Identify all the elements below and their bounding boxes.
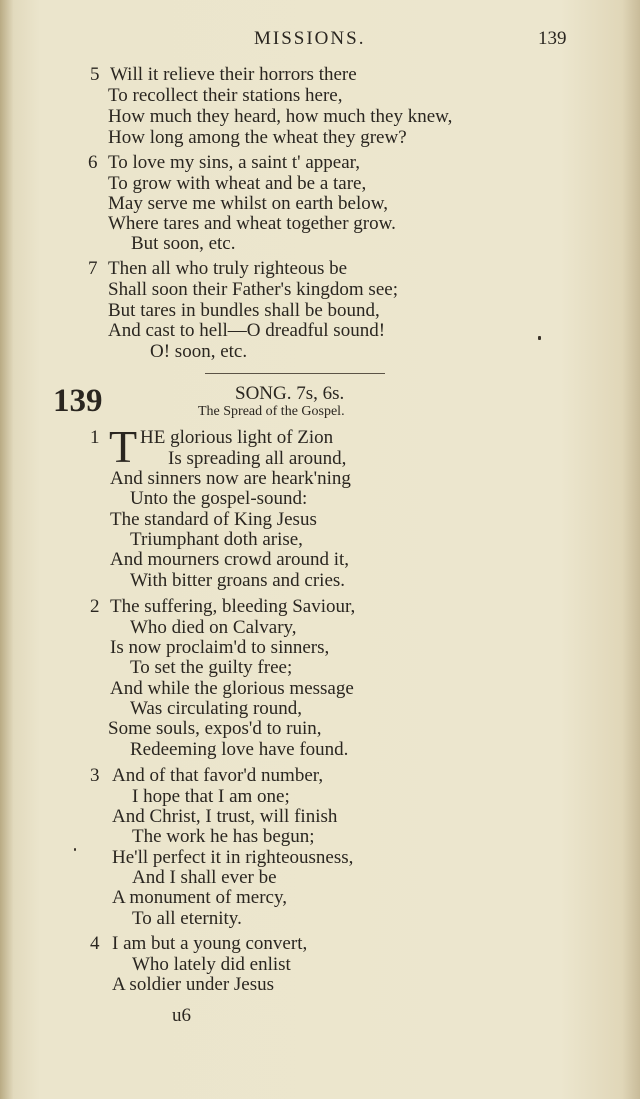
hymn-line: I am but a young convert, <box>112 933 308 954</box>
hymn-line: A monument of mercy, <box>112 887 288 908</box>
hymn-line: A soldier under Jesus <box>112 974 275 995</box>
hymn-line: Redeeming love have found. <box>130 739 349 760</box>
hymn-line: Shall soon their Father's kingdom see; <box>108 279 398 300</box>
hymn-line: But tares in bundles shall be bound, <box>108 300 380 321</box>
hymn-line: And cast to hell—O dreadful sound! <box>108 320 386 341</box>
hymn-line: To recollect their stations here, <box>108 85 343 106</box>
drop-cap: T <box>109 421 138 472</box>
page-gutter <box>0 0 14 1099</box>
verse-number: 4 <box>90 933 100 954</box>
hymn-line: With bitter groans and cries. <box>130 570 346 591</box>
verse-number: 1 <box>90 427 100 448</box>
hymn-line: Is now proclaim'd to sinners, <box>110 637 330 658</box>
hymn-line: Who lately did enlist <box>132 954 291 975</box>
hymn-line: How long among the wheat they grew? <box>108 127 407 148</box>
ink-speck <box>74 848 76 851</box>
hymn-line: Was circulating round, <box>130 698 303 719</box>
hymn-line: Where tares and wheat together grow. <box>108 213 396 234</box>
hymn-line: May serve me whilst on earth below, <box>108 193 388 214</box>
hymn-line: Who died on Calvary, <box>130 617 297 638</box>
hymn-line: And mourners crowd around it, <box>110 549 350 570</box>
hymn-line: Will it relieve their horrors there <box>110 64 357 85</box>
verse-number: 6 <box>88 152 98 173</box>
page-edge <box>622 0 640 1099</box>
hymn-line: Some souls, expos'd to ruin, <box>108 718 322 739</box>
hymn-line: The standard of King Jesus <box>110 509 317 530</box>
verse-number: 7 <box>88 258 98 279</box>
hymn-line: And I shall ever be <box>132 867 277 888</box>
verse-number: 5 <box>90 64 100 85</box>
signature-mark: u6 <box>172 1005 191 1026</box>
hymn-line: O! soon, etc. <box>150 341 248 362</box>
hymn-meter: SONG. 7s, 6s. <box>235 383 345 404</box>
verse-number: 3 <box>90 765 100 786</box>
hymn-line: The suffering, bleeding Saviour, <box>110 596 356 617</box>
hymn-line: How much they heard, how much they knew, <box>108 106 453 127</box>
hymn-line: Is spreading all around, <box>168 448 347 469</box>
hymn-line: The work he has begun; <box>132 826 315 847</box>
hymn-line: But soon, etc. <box>131 233 236 254</box>
hymn-line: Triumphant doth arise, <box>130 529 303 550</box>
running-head: MISSIONS. <box>254 28 366 49</box>
hymn-line: To love my sins, a saint t' appear, <box>108 152 360 173</box>
hymn-line: And sinners now are heark'ning <box>110 468 351 489</box>
page-header <box>0 28 640 52</box>
hymn-line: He'll perfect it in righteousness, <box>112 847 354 868</box>
hymn-line: HE glorious light of Zion <box>140 427 334 448</box>
hymn-line: To all eternity. <box>132 908 242 929</box>
hymn-line: To set the guilty free; <box>130 657 293 678</box>
hymn-line: To grow with wheat and be a tare, <box>108 173 367 194</box>
hymn-line: And while the glorious message <box>110 678 354 699</box>
hymn-line: Unto the gospel-sound: <box>130 488 308 509</box>
ink-speck <box>538 336 541 340</box>
page-number: 139 <box>538 28 567 49</box>
hymn-line: And of that favor'd number, <box>112 765 324 786</box>
hymn-number: 139 <box>53 383 103 419</box>
hymn-line: And Christ, I trust, will finish <box>112 806 338 827</box>
verse-number: 2 <box>90 596 100 617</box>
hymn-line: I hope that I am one; <box>132 786 290 807</box>
hymn-line: Then all who truly righteous be <box>108 258 348 279</box>
section-rule <box>205 373 385 374</box>
hymn-subtitle: The Spread of the Gospel. <box>198 404 345 419</box>
